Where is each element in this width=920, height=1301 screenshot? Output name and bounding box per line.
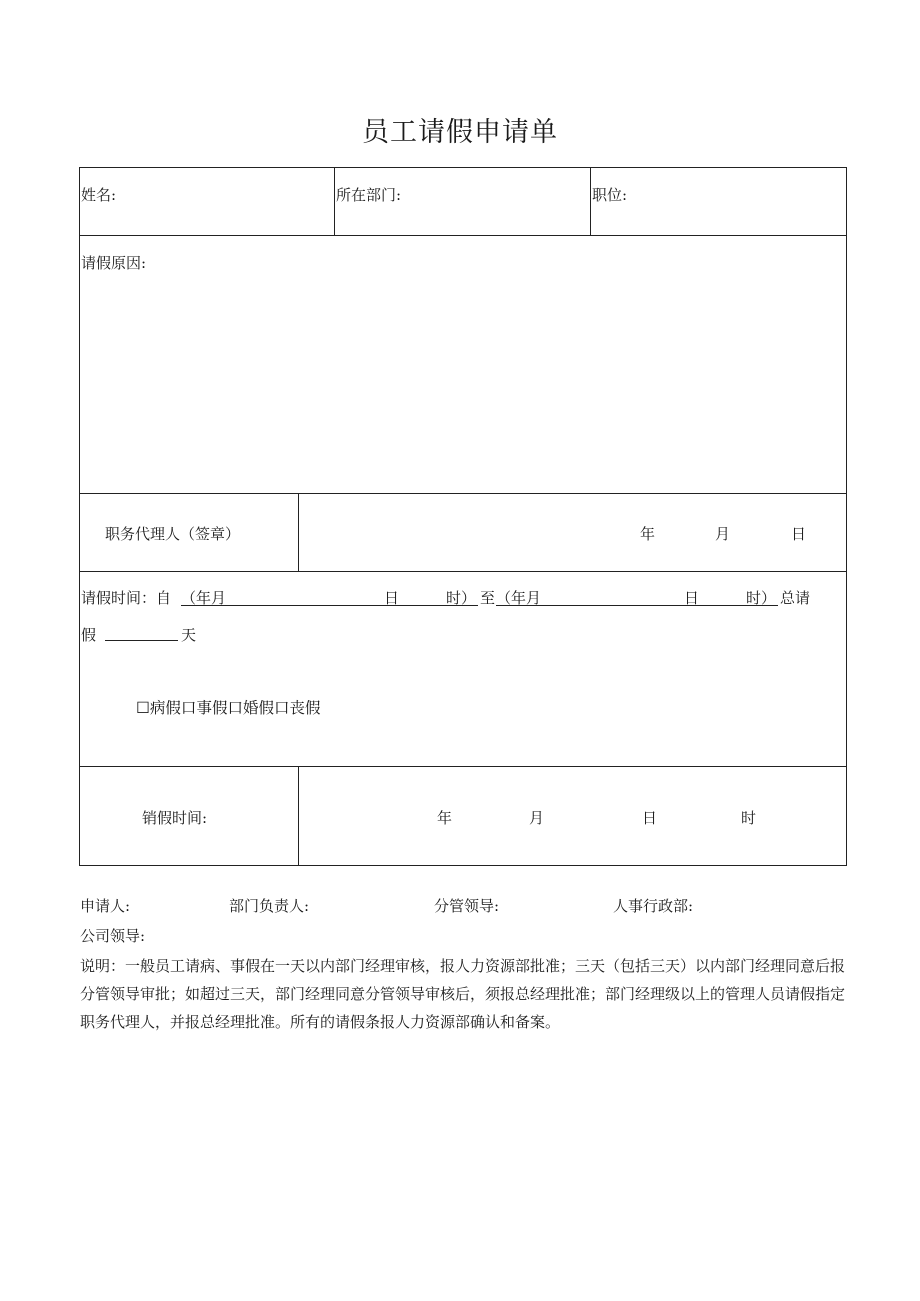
total-leave-unit: 天 bbox=[181, 626, 197, 644]
table-divider bbox=[79, 571, 847, 572]
total-leave-label: 总请 bbox=[780, 589, 811, 607]
supervisor-signature[interactable]: 分管领导: bbox=[434, 897, 500, 915]
leave-to-day[interactable]: 日 bbox=[684, 589, 700, 607]
department-field-label[interactable]: 所在部门: bbox=[336, 186, 402, 204]
table-divider bbox=[79, 235, 847, 236]
table-col-divider bbox=[298, 766, 299, 865]
position-field-label[interactable]: 职位: bbox=[592, 186, 628, 204]
cancel-day[interactable]: 日 bbox=[642, 809, 658, 827]
leave-from-hour[interactable]: 时） bbox=[446, 589, 477, 607]
checkbox-icon: 口 bbox=[273, 699, 290, 717]
table-border-right bbox=[846, 167, 847, 866]
table-divider bbox=[79, 766, 847, 767]
table-col-divider bbox=[590, 167, 591, 235]
leave-to-underline bbox=[496, 605, 778, 606]
leave-to-year-month[interactable]: （年月 bbox=[496, 589, 542, 607]
table-col-divider bbox=[298, 493, 299, 571]
leave-from-underline bbox=[181, 605, 478, 606]
leave-type-options bbox=[136, 696, 321, 718]
cancel-year[interactable]: 年 bbox=[437, 809, 453, 827]
cancel-hour[interactable]: 时 bbox=[741, 809, 757, 827]
hr-signature[interactable]: 人事行政部: bbox=[613, 897, 694, 915]
leave-cancel-label: 销假时间: bbox=[142, 809, 208, 827]
checkbox-icon: 口 bbox=[180, 699, 197, 717]
cancel-month[interactable]: 月 bbox=[529, 809, 545, 827]
name-field-label[interactable]: 姓名: bbox=[81, 186, 117, 204]
total-leave-prefix: 假 bbox=[81, 626, 97, 644]
deputy-date-month[interactable]: 月 bbox=[715, 525, 731, 543]
leave-time-label: 请假时间：自 bbox=[81, 589, 172, 607]
checkbox-icon: 口 bbox=[227, 699, 243, 717]
leave-from-year-month[interactable]: （年月 bbox=[181, 589, 227, 607]
checkbox-personal-leave[interactable]: 口事假 bbox=[181, 699, 228, 717]
page-title: 员工请假申请单 bbox=[362, 117, 558, 148]
checkbox-icon: ☐ bbox=[136, 699, 150, 717]
leave-from-day[interactable]: 日 bbox=[384, 589, 400, 607]
table-border-left bbox=[79, 167, 80, 866]
checkbox-bereavement-leave[interactable]: 口丧假 bbox=[274, 699, 321, 717]
table-border-top bbox=[79, 167, 847, 168]
deputy-date-day[interactable]: 日 bbox=[791, 525, 807, 543]
table-border-bottom bbox=[79, 865, 847, 866]
table-divider bbox=[79, 493, 847, 494]
leave-to-label: 至 bbox=[480, 589, 496, 607]
dept-head-signature[interactable]: 部门负责人: bbox=[229, 897, 310, 915]
applicant-signature[interactable]: 申请人: bbox=[80, 897, 131, 915]
leave-reason-label[interactable]: 请假原因: bbox=[81, 254, 147, 272]
checkbox-sick-leave[interactable]: ☐病假 bbox=[136, 699, 181, 717]
leave-to-hour[interactable]: 时） bbox=[746, 589, 777, 607]
checkbox-marriage-leave[interactable]: 口婚假 bbox=[227, 699, 274, 717]
table-col-divider bbox=[334, 167, 335, 235]
instructions-note: 说明：一般员工请病、事假在一天以内部门经理审核，报人力资源部批准；三天（包括三天）以内部门经理同意后报分管领导审批；如超过三天，部门经理同意分管领导审核后，须报总经理批准；部门经理级以上的管理人员请假指定职务代理人，并报总经理批准。所有的请假条报人力资源部确认和备案。 bbox=[80, 957, 846, 1031]
company-leader-signature[interactable]: 公司领导: bbox=[80, 927, 146, 945]
total-leave-days-input[interactable] bbox=[105, 640, 178, 641]
deputy-date-year[interactable]: 年 bbox=[640, 525, 656, 543]
deputy-signature-label: 职务代理人（签章） bbox=[105, 525, 241, 543]
